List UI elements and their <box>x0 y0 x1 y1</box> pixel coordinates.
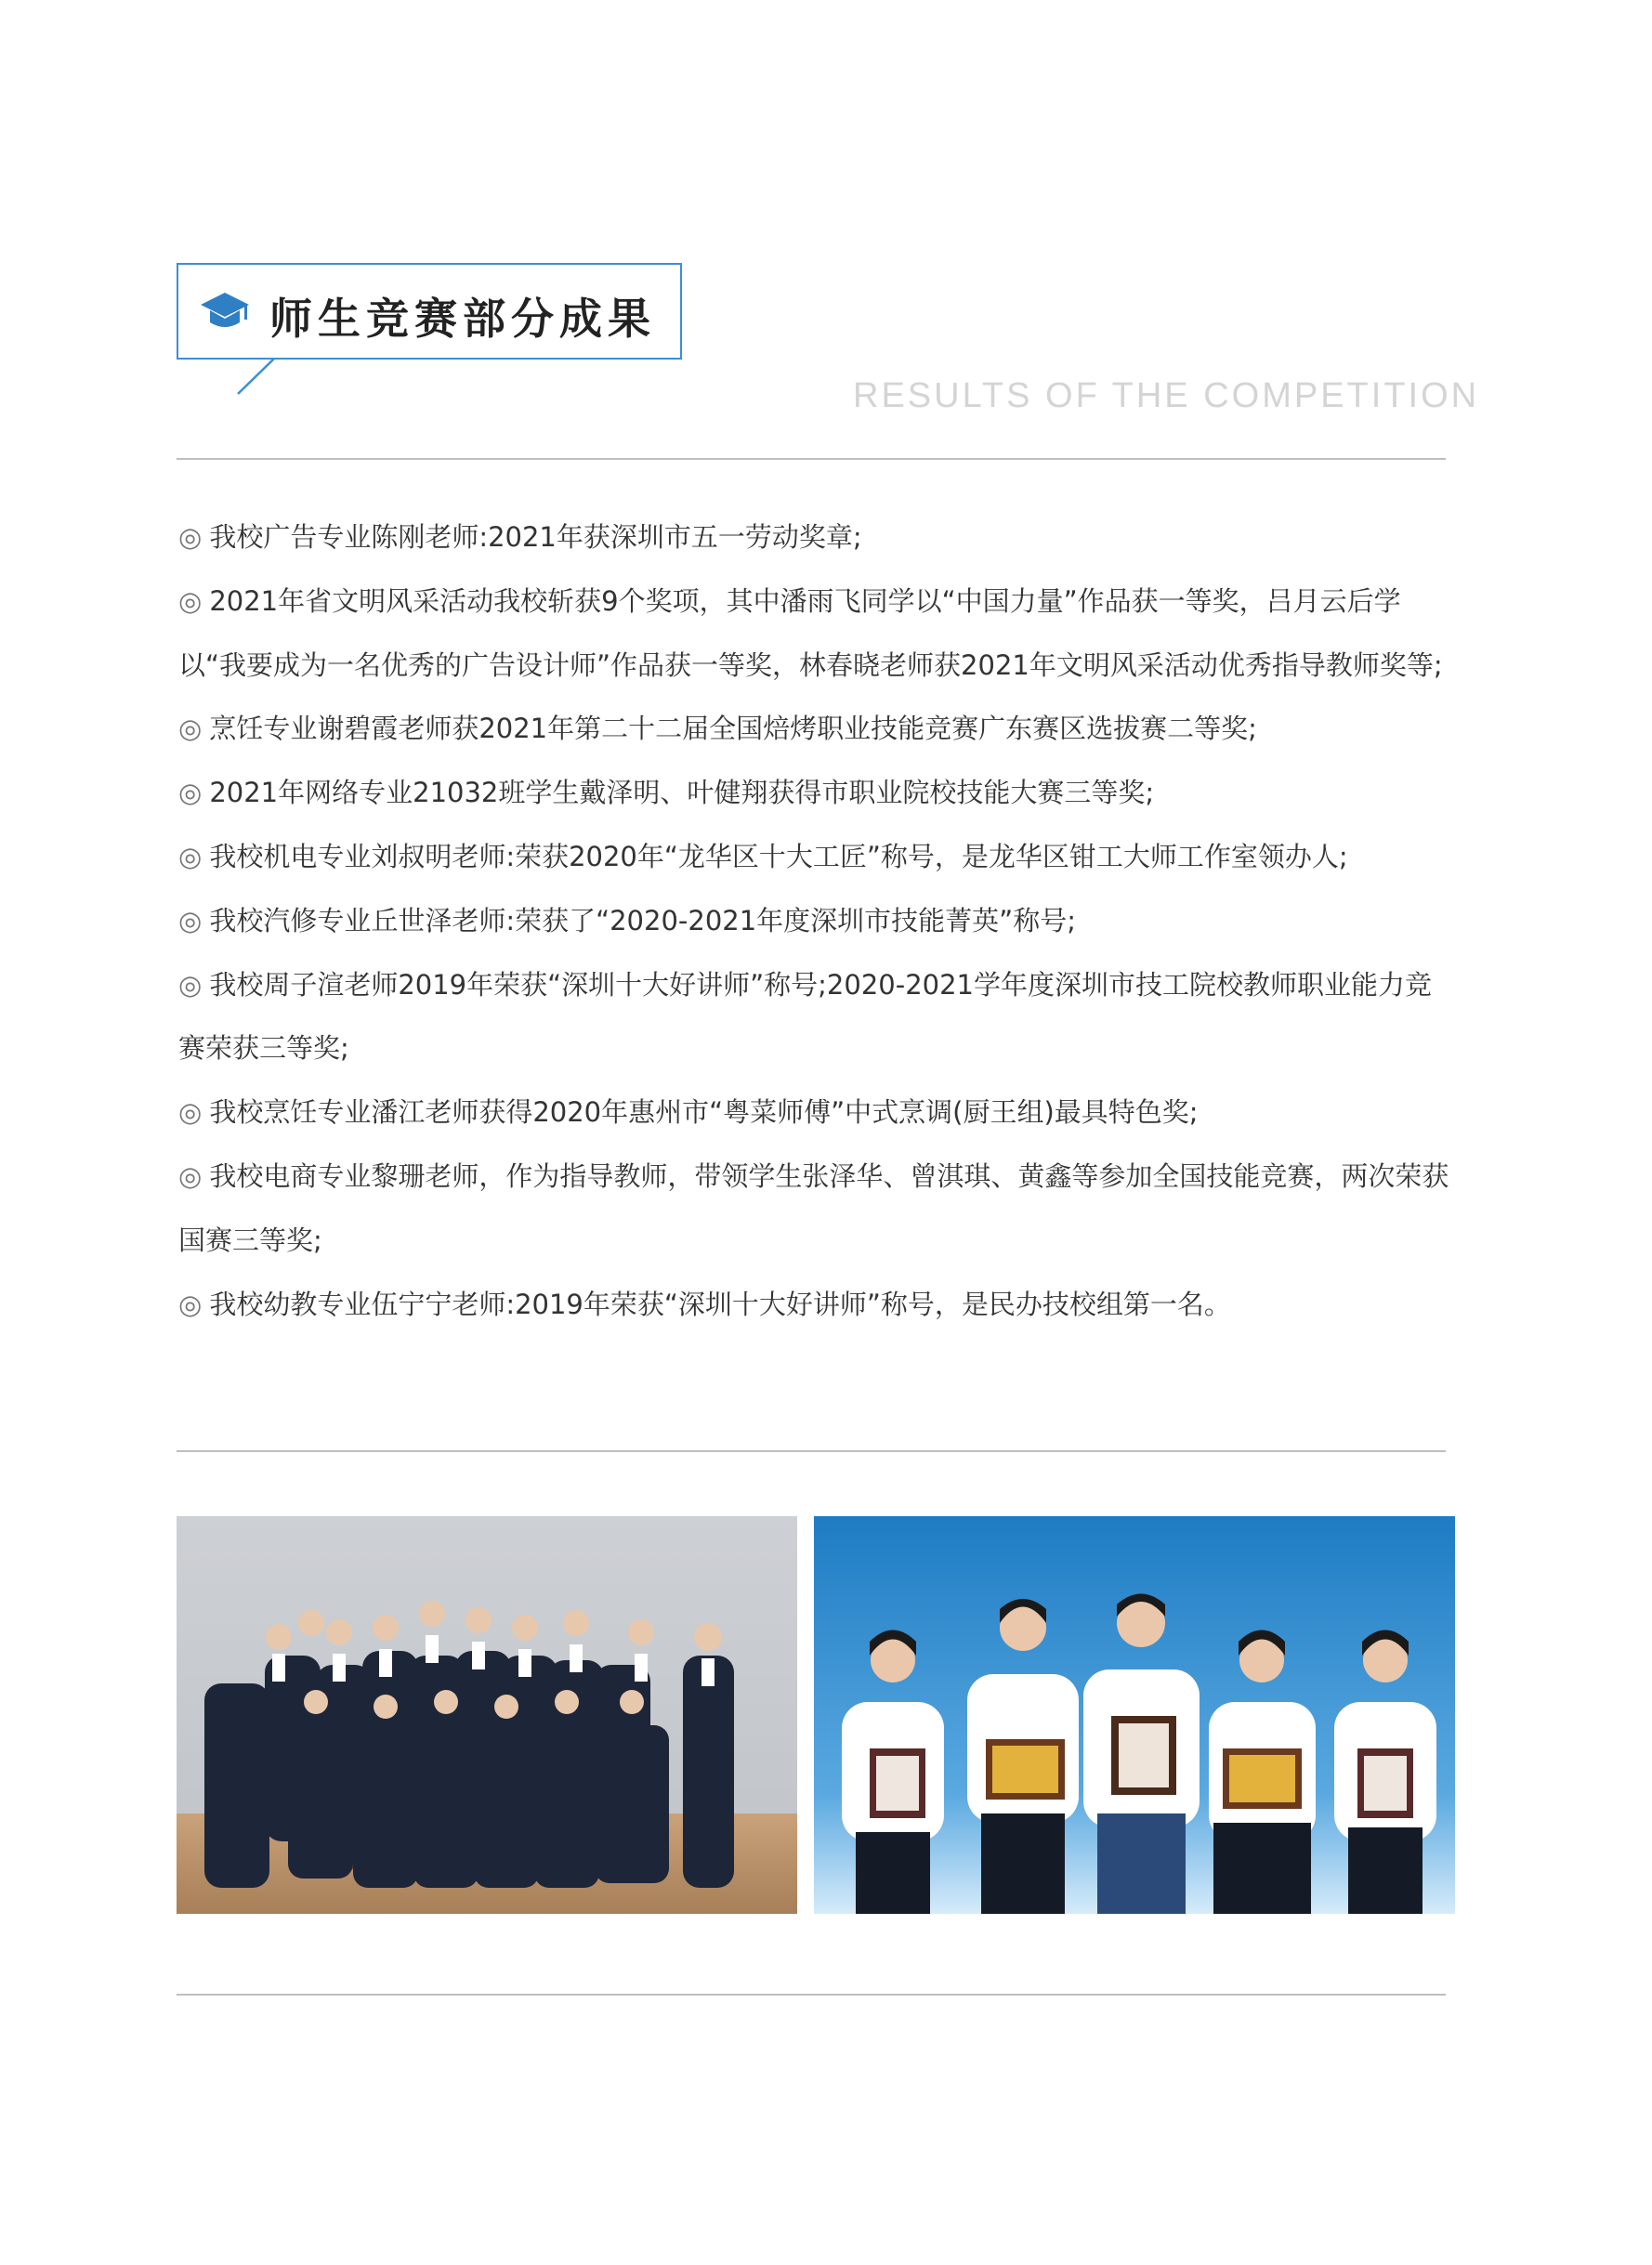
divider-bottom <box>177 1994 1446 1996</box>
group-photo <box>177 1516 797 1914</box>
achievement-text: 我校广告专业陈刚老师:2021年获深圳市五一劳动奖章; <box>209 521 862 553</box>
bullet-icon: ◎ <box>178 968 203 1001</box>
list-item <box>178 761 1457 825</box>
list-item <box>178 570 1457 698</box>
group-photo-image <box>177 1516 797 1914</box>
list-item <box>178 1273 1457 1337</box>
divider-middle <box>177 1450 1446 1452</box>
list-item <box>178 889 1457 953</box>
achievement-text: 2021年网络专业21032班学生戴泽明、叶健翔获得市职业院校技能大赛三等奖; <box>209 777 1155 809</box>
list-item <box>178 953 1457 1081</box>
achievement-text: 我校烹饪专业潘江老师获得2020年惠州市“粤菜师傅”中式烹调(厨王组)最具特色奖; <box>209 1096 1199 1129</box>
title-box-tail <box>232 353 279 399</box>
achievement-text: 2021年省文明风采活动我校斩获9个奖项，其中潘雨飞同学以“中国力量”作品获一等奖，吕月云后学以“我要成为一名优秀的广告设计师”作品获一等奖，林春晓老师获2021年文明风采活动优秀指导教师奖等; <box>178 584 1443 681</box>
list-item <box>178 825 1457 889</box>
bullet-icon: ◎ <box>178 777 203 809</box>
achievement-text: 我校幼教专业伍宁宁老师:2019年荣获“深圳十大好讲师”称号，是民办技校组第一名。 <box>209 1288 1231 1320</box>
achievement-text: 我校机电专业刘叔明老师:荣获2020年“龙华区十大工匠”称号，是龙华区钳工大师工作室领办人; <box>209 840 1348 872</box>
list-item <box>178 1145 1457 1273</box>
section-title-box <box>177 263 682 360</box>
divider-top <box>177 458 1446 460</box>
list-item <box>178 697 1457 761</box>
graduation-cap-icon <box>199 291 251 334</box>
bullet-icon: ◎ <box>178 584 203 617</box>
achievement-text: 我校汽修专业丘世泽老师:荣获了“2020-2021年度深圳市技能菁英”称号; <box>209 904 1076 936</box>
bullet-icon: ◎ <box>178 840 203 872</box>
bullet-icon: ◎ <box>178 713 203 745</box>
award-photo-image <box>814 1516 1455 1914</box>
bullet-icon: ◎ <box>178 1159 203 1192</box>
achievement-list <box>178 505 1457 1336</box>
achievement-text: 我校电商专业黎珊老师，作为指导教师，带领学生张泽华、曾淇琪、黄鑫等参加全国技能竞赛，两次荣获国赛三等奖; <box>178 1159 1449 1256</box>
bullet-icon: ◎ <box>178 1288 203 1320</box>
bullet-icon: ◎ <box>178 1096 203 1129</box>
achievement-text: 我校周子渲老师2019年荣获“深圳十大好讲师”称号;2020-2021学年度深圳市技工院校教师职业能力竞赛荣获三等奖; <box>178 968 1433 1065</box>
list-item <box>178 505 1457 570</box>
achievement-text: 烹饪专业谢碧霞老师获2021年第二十二届全国焙烤职业技能竞赛广东赛区选拔赛二等奖; <box>209 713 1257 745</box>
award-photo <box>814 1516 1455 1914</box>
list-item <box>178 1080 1457 1145</box>
section-subtitle: RESULTS OF THE COMPETITION <box>853 376 1480 415</box>
bullet-icon: ◎ <box>178 521 203 553</box>
bullet-icon: ◎ <box>178 904 203 936</box>
section-title: 师生竞赛部分成果 <box>269 294 656 344</box>
